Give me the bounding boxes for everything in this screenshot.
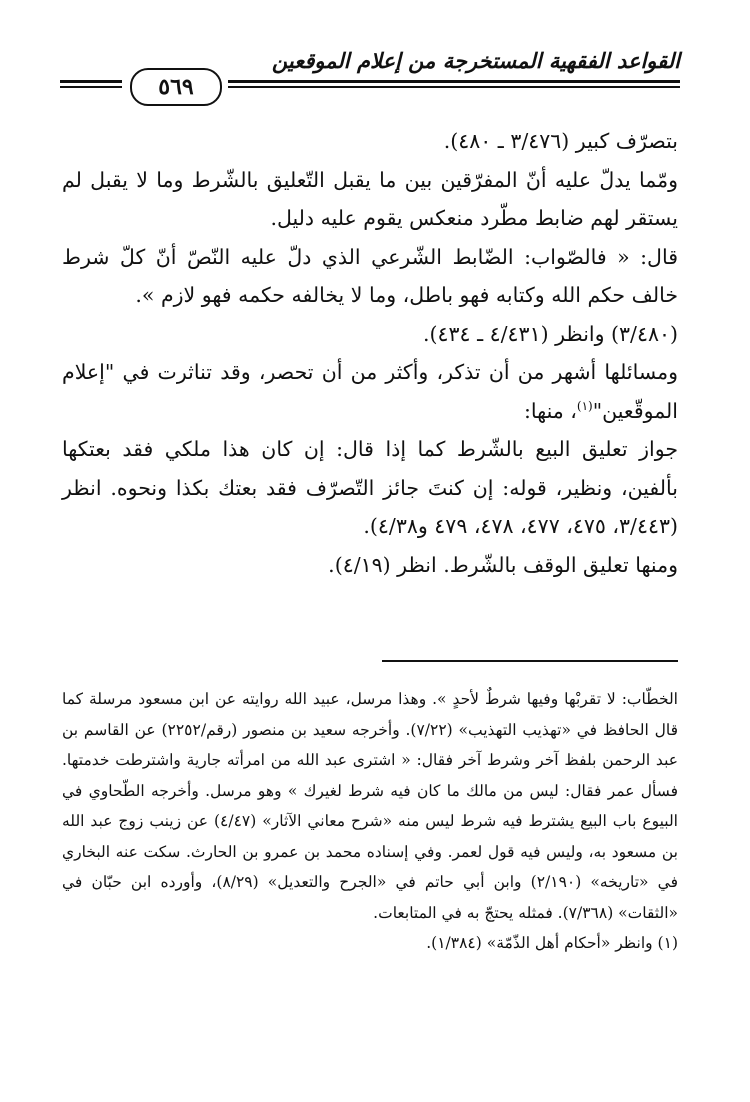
- running-header-title: القواعد الفقهية المستخرجة من إعلام الموقعين: [271, 48, 680, 73]
- paragraph: جواز تعليق البيع بالشّرط كما إذا قال: إن كان هذا ملكي فقد بعتكها بألفين، ونظير، قوله: إن كنتَ جائز التّصرّف فقد بعتك بكذا ونحوه. انظر (٣/٤٤٣، ٤٧٥، ٤٧٧، ٤٧٨، ٤٧٩ و٤/٣٨).: [62, 437, 678, 538]
- footnote-continuation: الخطّاب: لا تقربْها وفيها شرطٌ لأحدٍ ». وهذا مرسل، عبيد الله روايته عن ابن مسعود مرسلة كما قال الحافظ في «تهذيب التهذيب» (٧/٢٢). وأخرجه سعيد بن منصور (رقم/٢٢٥٢) عن القاسم بن عبد الرحمن بلفظ آخر وشرط آخر فقال: « اشترى عبد الله من امرأته جارية واشترطت خدمتها. فسأل عمر فقال: ليس من مالك ما كان فيه شرط لغيرك » وهو مرسل. وأخرجه الطّحاوي في البيوع باب البيع يشترط فيه شرط ليس منه «شرح معاني الآثار» (٤/٤٧) عن زينب زوج عبد الله بن مسعود به، وليس فيه قول لعمر. وفي إسناده محمد بن عمرو بن الحارث. سكت عنه البخاري في «تاريخه» (٢/١٩٠) وابن أبي حاتم في «الجرح والتعديل» (٨/٢٩)، وأورده ابن حبّان في «الثقات» (٧/٣٦٨). فمثله يحتجّ به في المتابعات.: [62, 690, 678, 922]
- footnote-separator: [382, 660, 678, 662]
- paragraph: بتصرّف كبير (٣/٤٧٦ ـ ٤٨٠).: [443, 129, 678, 153]
- reference-line: (٣/٤٨٠) وانظر (٤/٤٣١ ـ ٤٣٤).: [423, 321, 678, 346]
- paragraph: ومّما يدلّ عليه أنّ المفرّقين بين ما يقبل التّعليق بالشّرط وما لا يقبل لم يستقر لهم ضابط مطّرد منعكس يقوم عليه دليل.: [62, 167, 678, 230]
- paragraph-text: ومسائلها أشهر من أن تذكر، وأكثر من أن تحصر، وقد تناثرت في "إعلام الموقّعين": [62, 360, 678, 423]
- footnote-marker[interactable]: (١): [576, 398, 593, 413]
- footnote-1: (١) وانظر «أحكام أهل الذّمّة» (١/٣٨٤).: [426, 934, 678, 952]
- paragraph: ومنها تعليق الوقف بالشّرط. انظر (٤/١٩).: [328, 552, 678, 577]
- main-text: [62, 122, 678, 584]
- footnotes-section: [62, 684, 678, 959]
- page-number-badge: ٥٦٩: [130, 68, 222, 106]
- quote-paragraph: قال: « فالصّواب: الضّابط الشّرعي الذي دلّ عليه النّصّ أنّ كلّ شرط خالف حكم الله وكتابه فهو باطل، وما لا يخالفه حكمه فهو لازم ».: [62, 244, 678, 307]
- paragraph-tail: ، منها:: [523, 398, 577, 423]
- paragraph: [62, 353, 678, 430]
